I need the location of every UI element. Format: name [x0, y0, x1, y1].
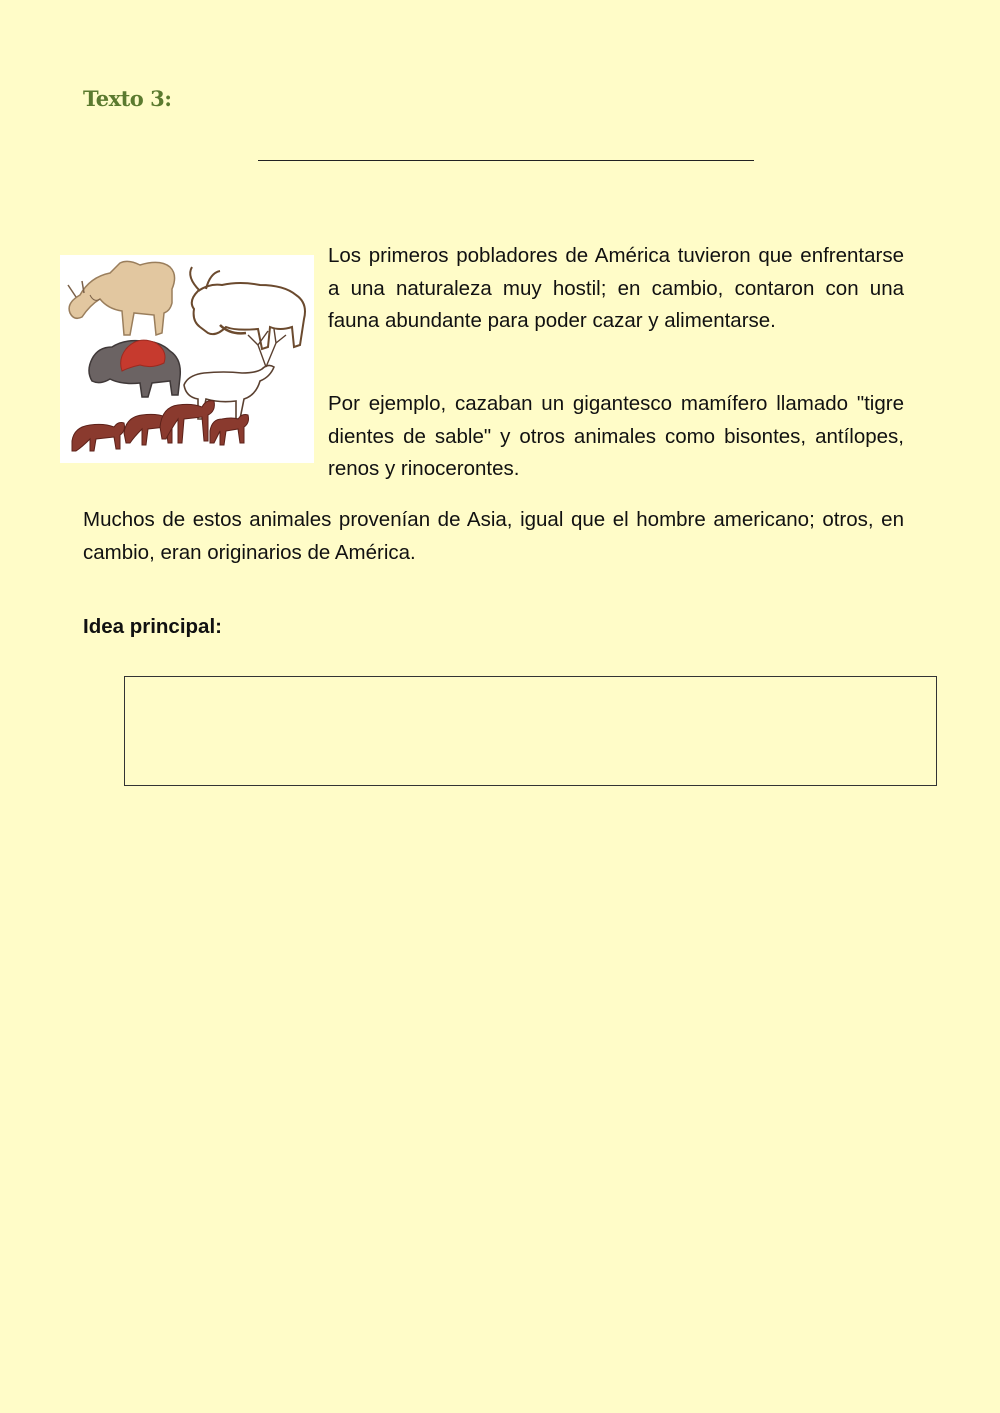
white-ox-drawing	[190, 267, 305, 349]
paragraph-1: Los primeros pobladores de América tuvieron que enfrentarse a una naturaleza muy hostil; en cambio, contaron con una fauna abundante para poder cazar y alimentarse.	[328, 244, 904, 332]
tan-ox-drawing	[68, 261, 175, 335]
section-heading: Texto 3:	[83, 86, 172, 111]
bison-drawing	[89, 340, 180, 397]
paragraph-3: Muchos de estos animales provenían de Asia, igual que el hombre americano; otros, en cambio, eran originarios de América.	[83, 508, 904, 564]
idea-principal-label: Idea principal:	[83, 615, 222, 638]
cave-painting-animals-illustration	[60, 255, 314, 463]
reindeer-drawing	[184, 329, 286, 419]
title-answer-line[interactable]	[258, 160, 754, 161]
paragraph-2: Por ejemplo, cazaban un gigantesco mamífero llamado "tigre dientes de sable" y otros animales como bisontes, antílopes, renos y rinocerontes.	[328, 392, 904, 480]
idea-principal-answer-box[interactable]	[124, 676, 937, 786]
horses-drawing	[72, 401, 249, 451]
